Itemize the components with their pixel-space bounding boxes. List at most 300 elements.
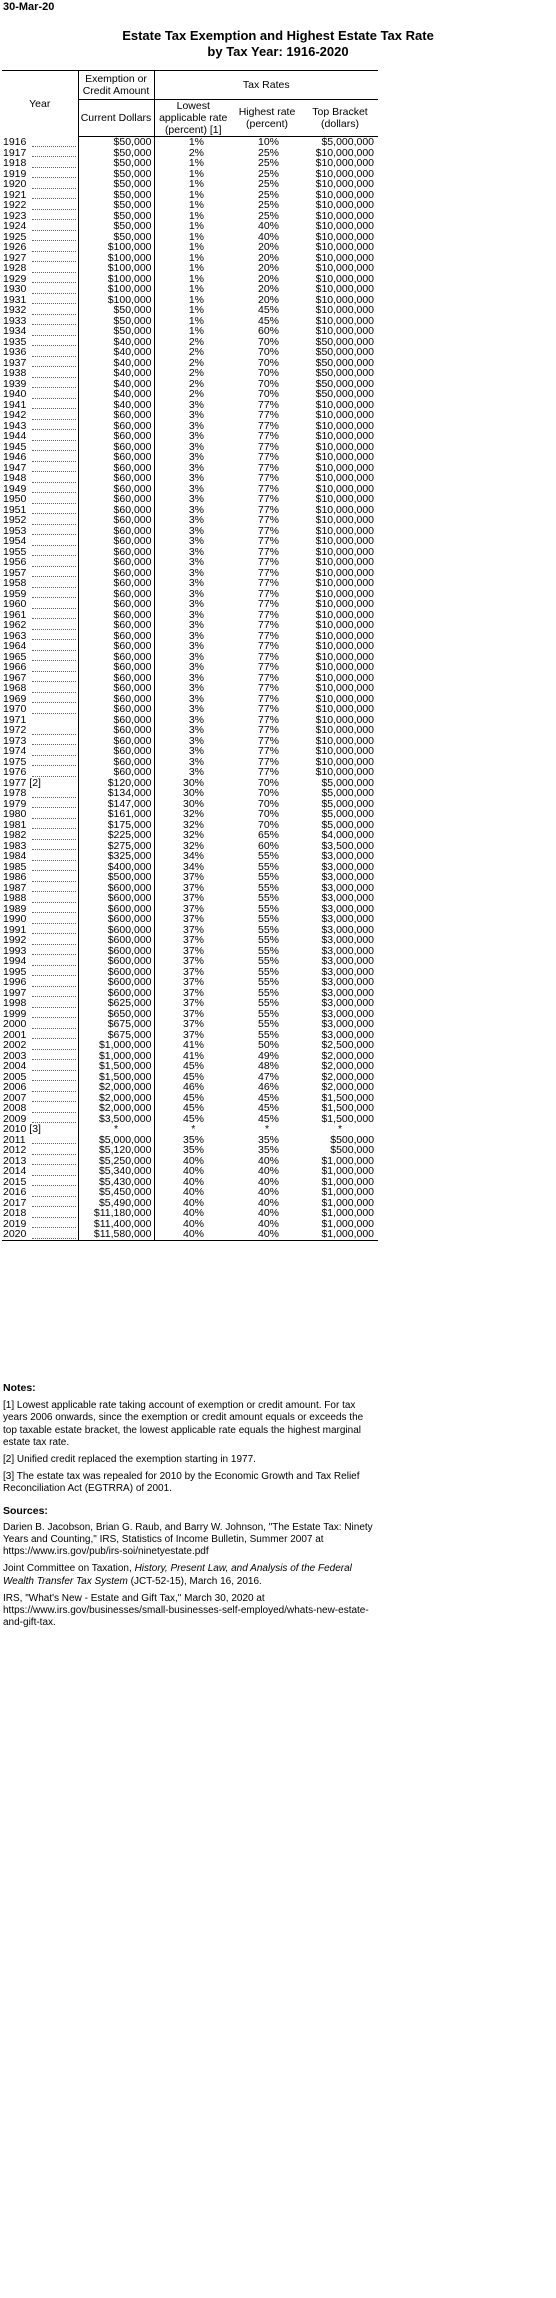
row-top-bracket [302,757,378,768]
row-top-bracket-text: $10,000,000 [315,546,375,557]
row-top-bracket [302,536,378,547]
row-highest-rate-text: 77% [257,515,279,526]
dot-leader [32,345,76,346]
row-year [2,1145,78,1156]
row-exemption [78,683,154,694]
table-row [2,1229,378,1240]
row-top-bracket [302,1208,378,1219]
row-highest-rate-text: 45% [257,305,279,316]
row-exemption [78,190,154,201]
row-top-bracket [302,515,378,526]
source-2-suffix: (JCT-52-15), March 16, 2016. [127,1575,262,1587]
row-year [2,736,78,747]
row-year-text: 1941 [3,399,27,410]
row-exemption [78,788,154,799]
row-top-bracket [302,1009,378,1020]
row-top-bracket [302,820,378,831]
row-year-text: 1995 [3,966,27,977]
row-exemption [78,337,154,348]
header-year: Year [2,71,78,137]
row-top-bracket-text: $10,000,000 [315,756,375,767]
row-year-text: 2019 [3,1218,27,1229]
dot-leader [32,975,76,976]
row-lowest-rate [154,631,232,642]
dot-leader [32,251,76,252]
row-top-bracket [302,809,378,820]
row-top-bracket [302,148,378,159]
row-lowest-rate [154,967,232,978]
table-row [2,200,378,211]
row-top-bracket-text: $10,000,000 [315,231,375,242]
dot-leader [32,839,76,840]
dot-leader [32,1028,76,1029]
row-lowest-rate-text: 1% [188,305,204,316]
row-top-bracket [302,599,378,610]
row-lowest-rate-text: 3% [188,536,204,547]
row-exemption-text: $147,000 [107,798,152,809]
row-highest-rate [232,263,302,274]
dot-leader [32,419,76,420]
row-top-bracket [302,169,378,180]
row-highest-rate [232,715,302,726]
row-lowest-rate [154,169,232,180]
row-exemption [78,715,154,726]
row-lowest-rate [154,893,232,904]
row-highest-rate [232,799,302,810]
row-lowest-rate-text: 41% [182,1050,204,1061]
row-top-bracket [302,631,378,642]
row-highest-rate [232,158,302,169]
row-top-bracket [302,893,378,904]
row-top-bracket-text: $3,000,000 [321,882,375,893]
dot-leader [32,1070,76,1071]
row-top-bracket-text: $3,000,000 [321,987,375,998]
row-exemption [78,673,154,684]
row-exemption-text: $50,000 [113,200,152,211]
row-lowest-rate-text: 1% [188,210,204,221]
dot-leader [32,1059,76,1060]
row-top-bracket [302,1051,378,1062]
row-top-bracket [302,1030,378,1041]
row-year-text: 1974 [3,746,27,757]
row-exemption-text: $50,000 [113,326,152,337]
row-year [2,232,78,243]
row-top-bracket-text: $3,000,000 [321,966,375,977]
dot-leader [32,1007,76,1008]
row-exemption [78,1198,154,1209]
row-top-bracket-text: $1,000,000 [321,1197,375,1208]
row-highest-rate-text: 20% [257,294,279,305]
row-exemption [78,389,154,400]
row-exemption-text: $325,000 [107,851,152,862]
row-highest-rate [232,1103,302,1114]
row-lowest-rate [154,463,232,474]
table-row [2,158,378,169]
row-highest-rate-text: 70% [257,798,279,809]
dot-leader [32,282,76,283]
row-top-bracket-text: $5,000,000 [321,819,375,830]
table-row [2,1082,378,1093]
row-year-text: 1919 [3,168,27,179]
row-lowest-rate [154,284,232,295]
table-row [2,820,378,831]
row-year [2,400,78,411]
dot-leader [32,629,76,630]
row-lowest-rate [154,589,232,600]
row-top-bracket-text: $10,000,000 [315,599,375,610]
row-lowest-rate [154,137,232,148]
row-lowest-rate [154,295,232,306]
row-top-bracket [302,400,378,411]
row-highest-rate [232,1229,302,1240]
row-top-bracket [302,137,378,148]
row-year-text: 1998 [3,998,27,1009]
row-highest-rate-text: 55% [257,872,279,883]
dot-leader [32,818,76,819]
row-highest-rate-text: 77% [257,557,279,568]
dot-leader [32,1143,76,1144]
row-top-bracket-text: $500,000 [330,1134,375,1145]
row-year-text: 1945 [3,441,27,452]
row-exemption [78,1135,154,1146]
row-highest-rate [232,389,302,400]
row-year [2,620,78,631]
row-highest-rate [232,452,302,463]
row-highest-rate [232,400,302,411]
row-top-bracket-text: $10,000,000 [315,630,375,641]
row-exemption-text: $11,580,000 [93,1229,152,1240]
row-lowest-rate-text: 1% [188,263,204,274]
dot-leader [32,870,76,871]
row-exemption-text: $5,340,000 [98,1166,152,1177]
row-highest-rate [232,410,302,421]
row-year [2,998,78,1009]
row-top-bracket-text: $50,000,000 [315,378,375,389]
row-top-bracket [302,463,378,474]
row-top-bracket [302,946,378,957]
row-highest-rate-text: 77% [257,525,279,536]
row-highest-rate [232,589,302,600]
row-top-bracket-text: $50,000,000 [315,357,375,368]
row-year-text: 2014 [3,1166,27,1177]
table-row [2,767,378,778]
row-exemption [78,946,154,957]
row-exemption-text: $50,000 [113,179,152,190]
row-year [2,442,78,453]
row-lowest-rate [154,305,232,316]
row-highest-rate-text: 77% [257,683,279,694]
row-highest-rate [232,967,302,978]
dot-leader [32,734,76,735]
row-lowest-rate [154,211,232,222]
header-exemption-group: Exemption or Credit Amount [78,71,154,100]
row-lowest-rate [154,683,232,694]
row-top-bracket [302,211,378,222]
row-highest-rate-text: 70% [257,357,279,368]
row-lowest-rate [154,347,232,358]
dot-leader [32,566,76,567]
row-top-bracket [302,746,378,757]
row-lowest-rate [154,547,232,558]
row-highest-rate [232,379,302,390]
row-top-bracket-text: $2,500,000 [321,1040,375,1051]
row-highest-rate-text: 40% [257,221,279,232]
row-year [2,515,78,526]
row-lowest-rate-text: 37% [182,1029,204,1040]
row-exemption-text: $60,000 [113,641,152,652]
row-top-bracket [302,389,378,400]
row-highest-rate [232,925,302,936]
row-year [2,715,78,726]
row-highest-rate-text: 70% [257,389,279,400]
row-year [2,547,78,558]
row-lowest-rate-text: 45% [182,1103,204,1114]
table-row [2,1103,378,1114]
row-exemption-text: $60,000 [113,546,152,557]
row-year [2,883,78,894]
table-row [2,799,378,810]
row-lowest-rate-text: 2% [188,147,204,158]
row-highest-rate-text: 45% [257,315,279,326]
row-exemption-text: $60,000 [113,714,152,725]
row-highest-rate [232,1177,302,1188]
row-highest-rate-text: 40% [257,1218,279,1229]
dot-leader [32,639,76,640]
row-top-bracket [302,715,378,726]
row-top-bracket-text: $3,000,000 [321,903,375,914]
row-exemption [78,1072,154,1083]
row-lowest-rate [154,1177,232,1188]
row-year-text: 1961 [3,609,27,620]
row-highest-rate-text: 55% [257,903,279,914]
row-year-text: 1938 [3,368,27,379]
row-lowest-rate [154,841,232,852]
row-year-text: 1930 [3,284,27,295]
row-lowest-rate-text: 40% [182,1229,204,1240]
row-highest-rate-text: 20% [257,242,279,253]
row-year [2,610,78,621]
row-top-bracket [302,778,378,789]
dot-leader [32,1101,76,1102]
row-exemption [78,830,154,841]
row-highest-rate-text: 55% [257,1008,279,1019]
table-row [2,326,378,337]
row-lowest-rate-text: 35% [182,1145,204,1156]
row-top-bracket [302,1103,378,1114]
row-year-text: 2017 [3,1197,27,1208]
row-highest-rate [232,1009,302,1020]
row-exemption [78,799,154,810]
row-top-bracket-text: $3,000,000 [321,914,375,925]
row-highest-rate-text: 20% [257,273,279,284]
row-exemption-text: $60,000 [113,504,152,515]
row-year-text: 1969 [3,693,27,704]
table-row [2,736,378,747]
row-exemption [78,1187,154,1198]
dot-leader [32,681,76,682]
row-lowest-rate-text: 3% [188,683,204,694]
row-exemption-text: $600,000 [107,893,152,904]
row-exemption-text: $600,000 [107,945,152,956]
dot-leader [32,597,76,598]
row-lowest-rate-text: 45% [182,1113,204,1124]
dot-leader [32,1091,76,1092]
row-highest-rate [232,473,302,484]
row-exemption [78,1103,154,1114]
row-year [2,862,78,873]
row-lowest-rate-text: 3% [188,525,204,536]
header-tax-rates-group: Tax Rates [154,71,378,100]
row-top-bracket [302,557,378,568]
table-row [2,148,378,159]
row-exemption [78,652,154,663]
row-highest-rate [232,830,302,841]
row-lowest-rate [154,956,232,967]
row-exemption [78,904,154,915]
table-row [2,137,378,148]
row-top-bracket-text: $10,000,000 [315,735,375,746]
row-year [2,1103,78,1114]
row-exemption-text: $120,000 [107,777,152,788]
row-year-text: 2000 [3,1019,27,1030]
row-top-bracket [302,851,378,862]
row-top-bracket [302,347,378,358]
row-top-bracket [302,368,378,379]
row-exemption-text: $50,000 [113,158,152,169]
row-exemption-text: $100,000 [107,273,152,284]
table-row [2,956,378,967]
row-lowest-rate [154,872,232,883]
row-lowest-rate [154,1156,232,1167]
row-year-text: 1975 [3,756,27,767]
dot-leader [32,986,76,987]
row-lowest-rate [154,767,232,778]
source-2 [3,1563,375,1587]
row-year [2,1219,78,1230]
row-exemption-text: $60,000 [113,651,152,662]
row-highest-rate [232,1219,302,1230]
row-highest-rate-text: 48% [257,1061,279,1072]
row-year [2,641,78,652]
row-top-bracket-text: $10,000,000 [315,305,375,316]
dot-leader [32,492,76,493]
row-year-text: 1955 [3,546,27,557]
row-highest-rate [232,652,302,663]
row-lowest-rate [154,1093,232,1104]
row-highest-rate [232,1198,302,1209]
row-top-bracket [302,190,378,201]
row-exemption-text: $60,000 [113,704,152,715]
row-year [2,662,78,673]
row-top-bracket-text: $10,000,000 [315,263,375,274]
row-top-bracket-text: $10,000,000 [315,504,375,515]
row-lowest-rate-text: 3% [188,588,204,599]
row-lowest-rate-text: 3% [188,620,204,631]
row-top-bracket-text: $2,000,000 [321,1082,375,1093]
table-row [2,1009,378,1020]
dot-leader [32,188,76,189]
title-line-2: by Tax Year: 1916-2020 [207,44,349,59]
row-year [2,295,78,306]
row-lowest-rate-text: 32% [182,840,204,851]
row-highest-rate-text: 60% [257,326,279,337]
row-exemption-text: $600,000 [107,882,152,893]
table-row [2,473,378,484]
row-lowest-rate-text: 3% [188,672,204,683]
row-exemption [78,967,154,978]
row-highest-rate-text: 55% [257,1019,279,1030]
row-top-bracket [302,253,378,264]
dot-leader [32,1038,76,1039]
row-exemption [78,809,154,820]
table-row [2,988,378,999]
table-row [2,316,378,327]
row-year [2,169,78,180]
table-row [2,998,378,1009]
row-top-bracket-text: $1,000,000 [321,1155,375,1166]
row-lowest-rate [154,1051,232,1062]
row-year-text: 1973 [3,735,27,746]
row-exemption [78,326,154,337]
row-exemption [78,547,154,558]
row-exemption [78,610,154,621]
row-highest-rate-text: 77% [257,630,279,641]
row-top-bracket [302,683,378,694]
row-top-bracket-text: $1,500,000 [321,1113,375,1124]
row-exemption-text: $5,490,000 [98,1197,152,1208]
row-exemption [78,578,154,589]
row-year [2,316,78,327]
dot-leader [32,828,76,829]
row-top-bracket [302,830,378,841]
row-exemption-text: $600,000 [107,935,152,946]
row-highest-rate-text: 40% [257,1187,279,1198]
row-exemption [78,778,154,789]
dot-leader [32,744,76,745]
dot-leader [32,1164,76,1165]
row-top-bracket [302,431,378,442]
row-lowest-rate-text: 37% [182,914,204,925]
row-year [2,809,78,820]
dot-leader [32,1196,76,1197]
row-year-text: 2013 [3,1155,27,1166]
dot-leader [32,776,76,777]
row-year [2,767,78,778]
row-lowest-rate [154,274,232,285]
row-highest-rate-text: 45% [257,1103,279,1114]
row-lowest-rate [154,946,232,957]
row-top-bracket-text: $1,500,000 [321,1092,375,1103]
table-row [2,305,378,316]
row-top-bracket-text: $2,000,000 [321,1050,375,1061]
row-exemption-text: $3,500,000 [98,1113,152,1124]
dot-leader [32,944,76,945]
row-top-bracket-text: $10,000,000 [315,746,375,757]
row-lowest-rate-text: 1% [188,136,204,148]
row-year-text: 1991 [3,924,27,935]
row-exemption [78,526,154,537]
dot-leader [32,1049,76,1050]
row-lowest-rate-text: 1% [188,168,204,179]
row-lowest-rate [154,1187,232,1198]
row-exemption [78,431,154,442]
row-highest-rate-text: 77% [257,641,279,652]
row-lowest-rate-text: 1% [188,200,204,211]
row-year-text: 2001 [3,1029,27,1040]
title-line-1: Estate Tax Exemption and Highest Estate Tax Rate [122,28,434,43]
row-year-text: 2018 [3,1208,27,1219]
row-year-text: 1963 [3,630,27,641]
